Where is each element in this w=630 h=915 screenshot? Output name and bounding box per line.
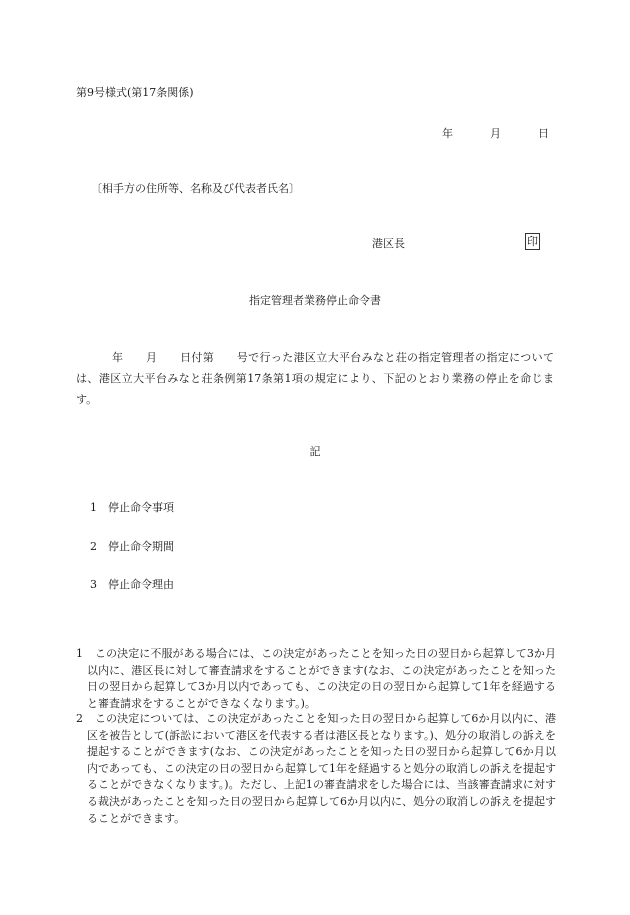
- note-text: この決定については、この決定があったことを知った日の翌日から起算して6か月以内に、港区を被告として(訴訟において港区を代表する者は港区長となります。)、処分の取消しの訴えを提起することができます(なお、この決定があったことを知った日の翌日から起算して6か月以内であっても、この決定の日の翌日から起算して1年を経過すると処分の取消しの訴えを提起することができなくなります。)。ただし、上記1の審査請求をした場合には、当該審査請求に対する裁決があったことを知った日の翌日から起算して6か月以内に、処分の取消しの訴えを提起することができます。: [87, 712, 556, 825]
- note-text: この決定に不服がある場合には、この決定があったことを知った日の翌日から起算して3か月以内に、港区長に対して審査請求をすることができます(なお、この決定があったことを知った日の翌日から起算して3か月以内であっても、この決定の日の翌日から起算して1年を経過すると審査請求をすることができなくなります。)。: [87, 647, 556, 710]
- item-number: 2: [90, 540, 97, 553]
- addressee: 〔相手方の住所等、名称及び代表者氏名〕: [91, 182, 300, 195]
- ki-heading: 記: [309, 445, 321, 458]
- sender-title: 港区長: [372, 237, 405, 250]
- item-number: 1: [90, 501, 97, 514]
- date-day: 日: [538, 127, 549, 140]
- appeal-note-1: [76, 646, 556, 712]
- item-stop-period: [90, 538, 174, 554]
- item-label: 停止命令理由: [108, 578, 174, 591]
- item-label: 停止命令事項: [108, 501, 174, 514]
- date-year: 年: [442, 127, 453, 140]
- note-number: 2: [76, 712, 83, 725]
- date-month: 月: [490, 127, 501, 140]
- item-label: 停止命令期間: [108, 540, 174, 553]
- document-title: 指定管理者業務停止命令書: [249, 294, 381, 307]
- seal-mark: 印: [527, 235, 538, 248]
- item-stop-reason: [90, 576, 174, 592]
- item-number: 3: [90, 578, 97, 591]
- note-number: 1: [76, 647, 83, 660]
- form-number: 第9号様式(第17条関係): [76, 86, 194, 99]
- item-stop-matters: [90, 499, 174, 515]
- date-line: [442, 125, 549, 141]
- appeal-note-2: [76, 711, 556, 827]
- body-paragraph: 年 月 日付第 号で行った港区立大平台みなと荘の指定管理者の指定については、港区立大平台みなと荘条例第17条第1項の規定により、下記のとおり業務の停止を命じます。: [76, 351, 554, 406]
